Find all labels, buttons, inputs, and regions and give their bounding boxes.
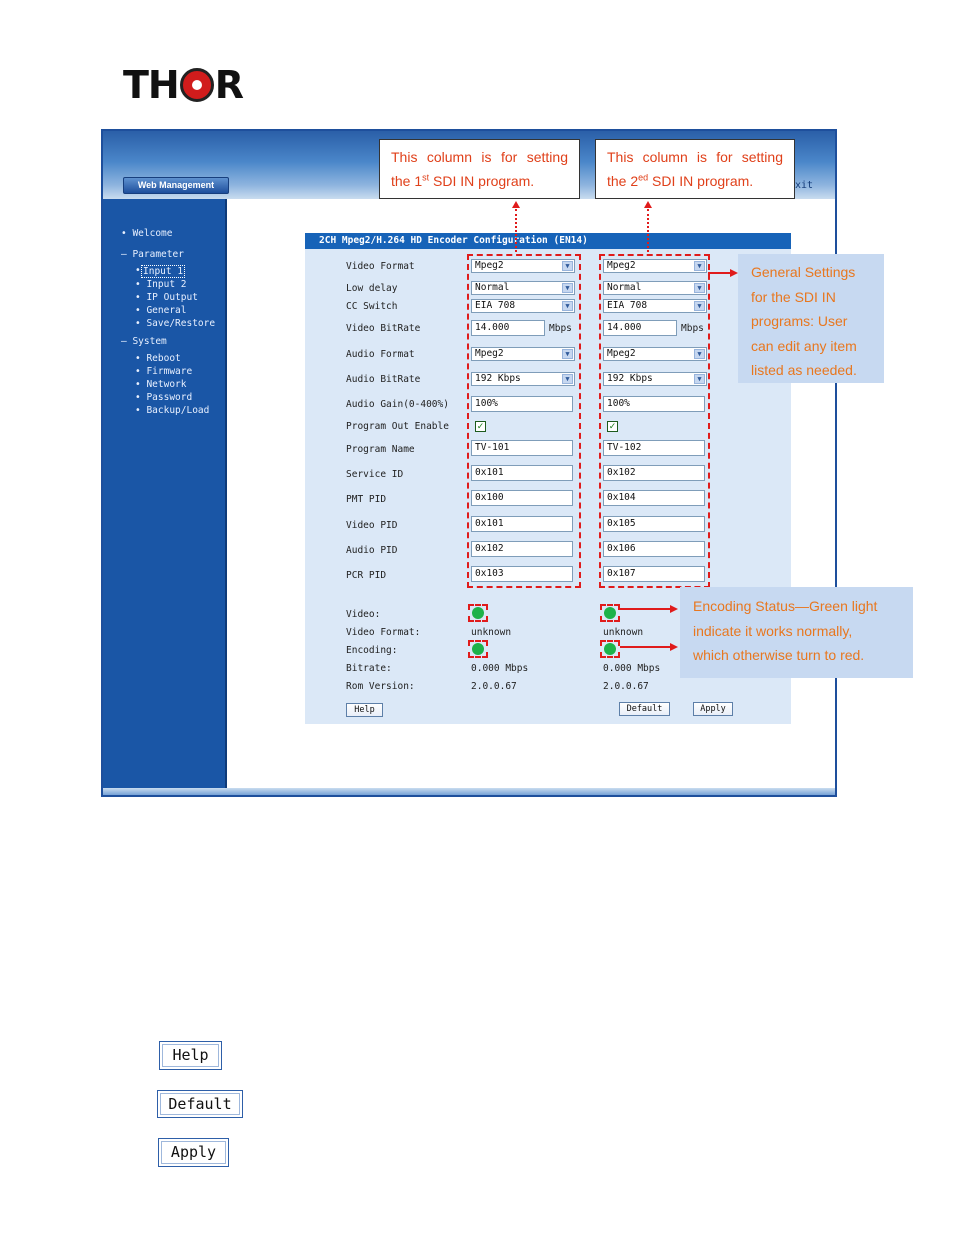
chevron-down-icon: ▼: [694, 301, 705, 311]
callout-column-2-line-2-pre: the 2: [607, 173, 639, 189]
col2-video-format-status: unknown: [603, 627, 644, 638]
callout-column-1-ordinal: st: [422, 172, 430, 183]
col2-audio-pid-input[interactable]: 0x106: [603, 541, 705, 557]
arrow-status-video-line: [620, 608, 670, 610]
nav-backup-load[interactable]: • Backup/Load: [135, 405, 210, 416]
gear-logo-icon: [180, 68, 214, 102]
chevron-down-icon: ▼: [694, 349, 705, 359]
col1-video-format-status: unknown: [471, 627, 512, 638]
callout-column-1-line-2-pre: the 1: [391, 173, 423, 189]
arrow-callout-2-line: [647, 209, 649, 252]
nav-reboot[interactable]: • Reboot: [135, 353, 181, 364]
callout-column-2: [595, 139, 795, 199]
col2-audio-gain-input[interactable]: 100%: [603, 396, 705, 412]
col2-bitrate-status: 0.000 Mbps: [603, 663, 661, 674]
col1-encoding-status-light: [472, 643, 484, 655]
label-audio-format: Audio Format: [346, 349, 415, 360]
callout-status-line-1: Encoding Status—Green light: [693, 598, 878, 614]
col2-pcr-pid-input[interactable]: 0x107: [603, 566, 705, 582]
col1-low-delay-value: Normal: [475, 282, 510, 293]
col2-audio-bitrate-value: 192 Kbps: [607, 373, 653, 384]
col2-video-format-value: Mpeg2: [607, 260, 636, 271]
large-default-button[interactable]: Default: [157, 1090, 243, 1118]
col1-program-name-input[interactable]: TV-101: [471, 440, 573, 456]
col1-audio-gain-input[interactable]: 100%: [471, 396, 573, 412]
col2-program-name-input[interactable]: TV-102: [603, 440, 705, 456]
label-status-video: Video:: [346, 609, 381, 620]
col1-audio-pid-input[interactable]: 0x102: [471, 541, 573, 557]
callout-status-line-3: which otherwise turn to red.: [693, 647, 865, 663]
label-audio-pid: Audio PID: [346, 545, 398, 556]
large-help-button[interactable]: Help: [159, 1041, 222, 1070]
label-pcr-pid: PCR PID: [346, 570, 387, 581]
col1-video-pid-input[interactable]: 0x101: [471, 516, 573, 532]
default-button[interactable]: Default: [619, 702, 670, 716]
callout-column-2-ordinal: ed: [638, 172, 649, 183]
col1-pcr-pid-input[interactable]: 0x103: [471, 566, 573, 582]
callout-column-2-line-2-post: SDI IN program.: [648, 173, 754, 189]
arrow-up-icon: [512, 201, 520, 208]
logo-text-right: R: [214, 63, 243, 107]
col1-program-out-checkbox[interactable]: ✓: [476, 421, 485, 431]
arrow-right-icon: [730, 269, 738, 277]
chevron-down-icon: ▼: [562, 261, 573, 271]
col2-mbps-unit: Mbps: [681, 323, 704, 334]
col1-highlight-box: [467, 254, 581, 588]
sidebar: [103, 199, 227, 797]
arrow-status-encoding-line: [620, 646, 670, 648]
callout-status-line-2: indicate it works normally,: [693, 622, 853, 639]
label-audio-gain: Audio Gain(0-400%): [346, 399, 449, 410]
col2-program-out-checkbox[interactable]: ✓: [608, 421, 617, 431]
callout-general-line-1: General Settings: [751, 264, 856, 280]
arrow-up-icon: [644, 201, 652, 208]
col1-video-format-value: Mpeg2: [475, 260, 504, 271]
chevron-down-icon: ▼: [694, 283, 705, 293]
callout-column-2-line-1: This column is for setting: [607, 149, 783, 165]
label-cc-switch: CC Switch: [346, 301, 398, 312]
help-button[interactable]: Help: [346, 703, 383, 717]
chevron-down-icon: ▼: [562, 283, 573, 293]
callout-general-line-4: can edit any item: [751, 337, 857, 354]
panel-title: 2CH Mpeg2/H.264 HD Encoder Configuration (EN14): [305, 233, 791, 249]
label-program-out-enable: Program Out Enable: [346, 421, 449, 432]
chevron-down-icon: ▼: [562, 301, 573, 311]
nav-input-1[interactable]: Input 1: [143, 266, 184, 277]
col1-mbps-unit: Mbps: [549, 323, 572, 334]
logo-text-left: TH: [123, 63, 179, 107]
callout-column-1: [379, 139, 580, 199]
arrow-general-line: [708, 272, 730, 274]
callout-general-line-3: programs: User: [751, 313, 848, 329]
col2-cc-switch-value: EIA 708: [607, 300, 648, 311]
label-video-pid: Video PID: [346, 520, 398, 531]
label-low-delay: Low delay: [346, 283, 398, 294]
callout-general-settings: [738, 254, 884, 383]
col1-bitrate-status: 0.000 Mbps: [471, 663, 529, 674]
chevron-down-icon: ▼: [694, 261, 705, 271]
callout-column-1-line-1: This column is for setting: [391, 149, 568, 165]
apply-button[interactable]: Apply: [693, 702, 733, 716]
nav-ip-output[interactable]: • IP Output: [135, 292, 198, 303]
callout-encoding-status: [680, 587, 913, 678]
callout-general-line-5: listed as needed.: [751, 362, 857, 378]
exit-link[interactable]: xit: [795, 180, 814, 191]
chevron-down-icon: ▼: [694, 374, 705, 384]
callout-column-2-line-2: [607, 169, 783, 193]
col1-video-bitrate-input[interactable]: 14.000: [471, 320, 545, 336]
nav-input-1-bullet: •: [135, 265, 141, 276]
col2-service-id-input[interactable]: 0x102: [603, 465, 705, 481]
col1-service-id-input[interactable]: 0x101: [471, 465, 573, 481]
thor-logo: [123, 62, 243, 108]
col1-audio-format-value: Mpeg2: [475, 348, 504, 359]
col1-rom-version: 2.0.0.67: [471, 681, 517, 692]
label-status-encoding: Encoding:: [346, 645, 398, 656]
arrow-right-icon: [670, 605, 678, 613]
nav-save-restore[interactable]: • Save/Restore: [135, 318, 216, 329]
col1-video-status-light: [472, 607, 484, 619]
col1-cc-switch-value: EIA 708: [475, 300, 516, 311]
nav-password[interactable]: • Password: [135, 392, 193, 403]
nav-network[interactable]: • Network: [135, 379, 187, 390]
col2-video-pid-input[interactable]: 0x105: [603, 516, 705, 532]
col2-video-status-light: [604, 607, 616, 619]
nav-general[interactable]: • General: [135, 305, 187, 316]
col2-audio-format-value: Mpeg2: [607, 348, 636, 359]
label-audio-bitrate: Audio BitRate: [346, 374, 421, 385]
callout-column-1-line-2: [391, 169, 568, 193]
footer-strip: [103, 788, 835, 797]
col2-video-bitrate-input[interactable]: 14.000: [603, 320, 677, 336]
col2-rom-version: 2.0.0.67: [603, 681, 649, 692]
col2-pmt-pid-input[interactable]: 0x104: [603, 490, 705, 506]
arrow-right-icon: [670, 643, 678, 651]
col1-pmt-pid-input[interactable]: 0x100: [471, 490, 573, 506]
label-program-name: Program Name: [346, 444, 415, 455]
callout-column-1-line-2-post: SDI IN program.: [429, 173, 535, 189]
nav-input-2[interactable]: • Input 2: [135, 279, 187, 290]
col2-encoding-status-light: [604, 643, 616, 655]
nav-firmware[interactable]: • Firmware: [135, 366, 193, 377]
label-status-rom-version: Rom Version:: [346, 681, 415, 692]
label-service-id: Service ID: [346, 469, 404, 480]
large-apply-button[interactable]: Apply: [158, 1138, 229, 1167]
label-pmt-pid: PMT PID: [346, 494, 387, 505]
label-status-video-format: Video Format:: [346, 627, 421, 638]
col1-audio-bitrate-value: 192 Kbps: [475, 373, 521, 384]
col2-highlight-box: [599, 254, 710, 588]
label-status-bitrate: Bitrate:: [346, 663, 392, 674]
chevron-down-icon: ▼: [562, 349, 573, 359]
label-video-bitrate: Video BitRate: [346, 323, 421, 334]
chevron-down-icon: ▼: [562, 374, 573, 384]
arrow-callout-1-line: [515, 209, 517, 252]
col2-low-delay-value: Normal: [607, 282, 642, 293]
nav-parameter[interactable]: – Parameter: [121, 249, 184, 260]
label-video-format: Video Format: [346, 261, 415, 272]
nav-welcome[interactable]: • Welcome: [121, 228, 173, 239]
callout-general-line-2: for the SDI IN: [751, 288, 836, 305]
web-management-tab[interactable]: Web Management: [123, 177, 229, 194]
nav-system[interactable]: – System: [121, 336, 167, 347]
web-ui-screenshot: [101, 129, 837, 797]
